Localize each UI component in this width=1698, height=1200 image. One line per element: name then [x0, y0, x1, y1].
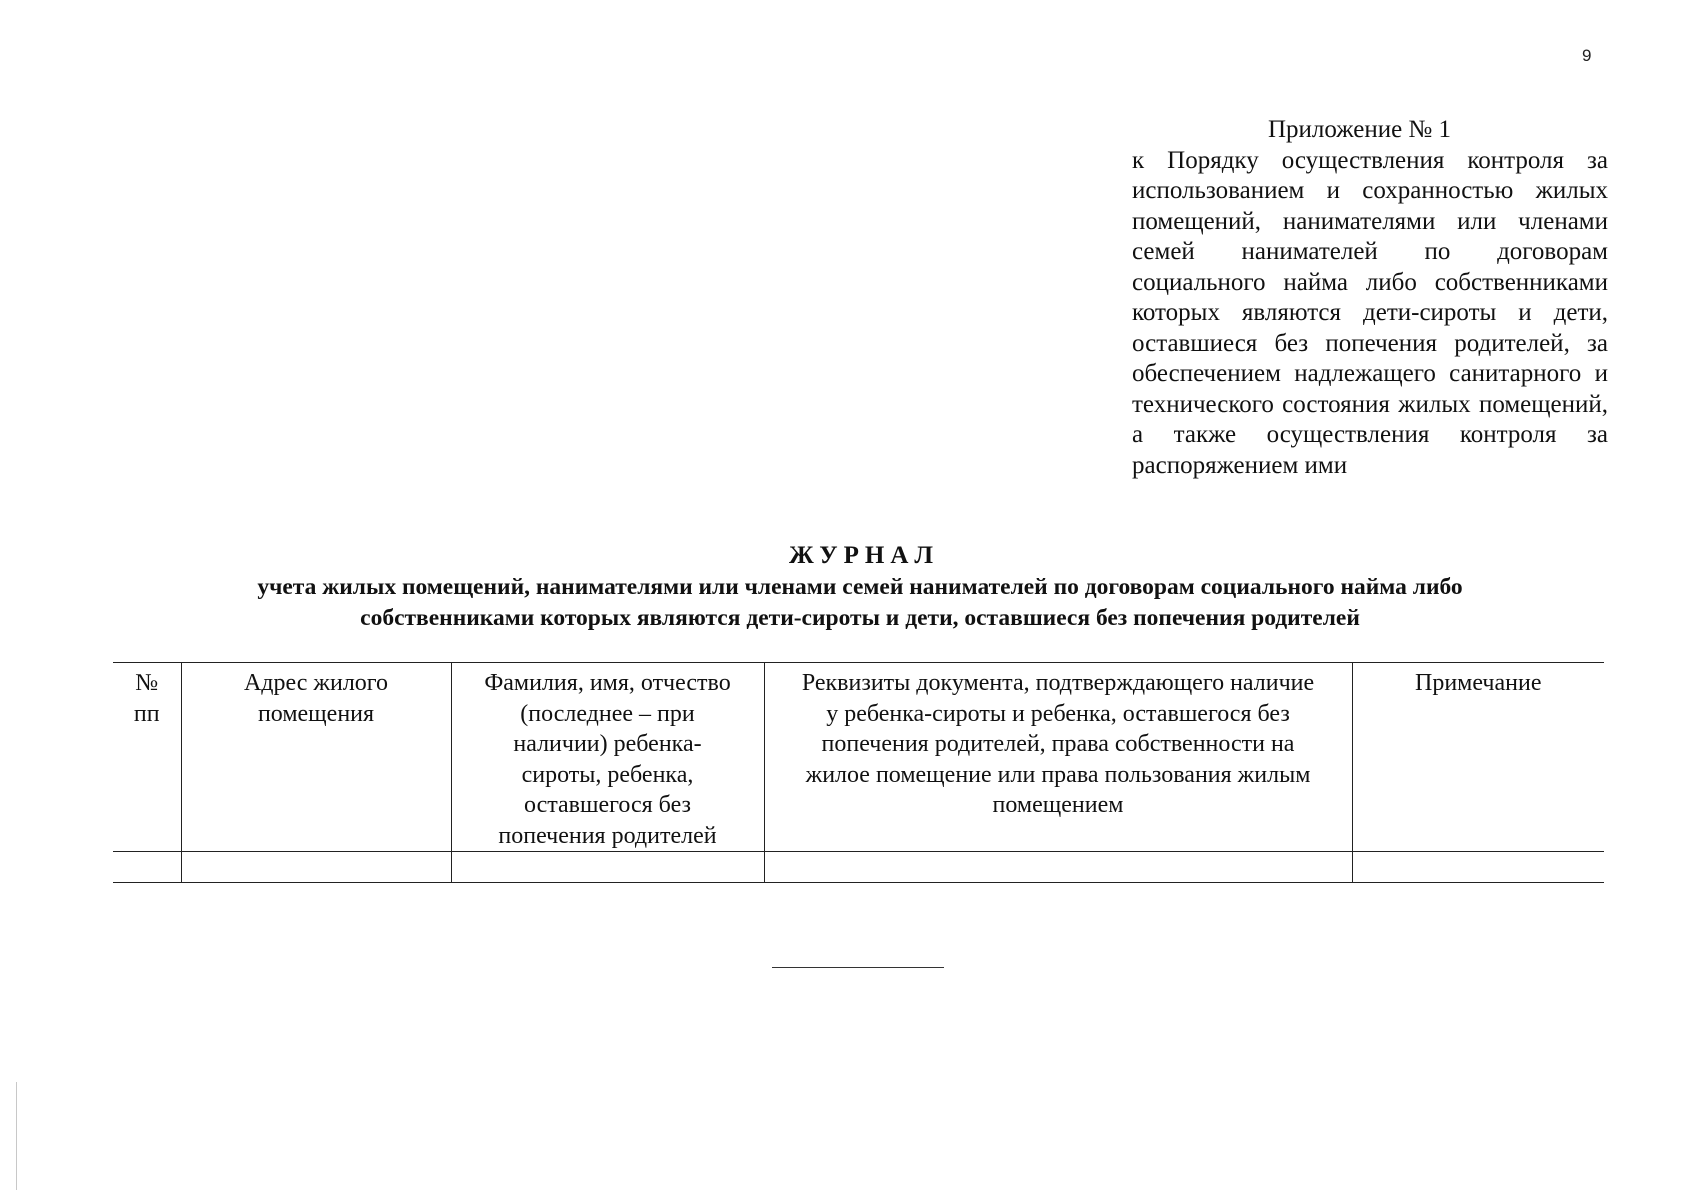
journal-subtitle: [150, 572, 1570, 634]
journal-header: [150, 540, 1570, 634]
column-header-line: попечения родителей, права собственности на: [821, 731, 1295, 757]
column-header-line: №: [135, 670, 159, 696]
table-cell: [1352, 852, 1604, 883]
end-divider-line: [772, 967, 944, 968]
table-header-row: [113, 663, 1604, 852]
appendix-title: Приложение № 1: [1268, 116, 1452, 143]
column-header-line: сироты, ребенка,: [521, 761, 694, 788]
appendix-block: [1132, 115, 1608, 481]
column-header-note: [1352, 663, 1604, 852]
page-number: 9: [1582, 46, 1592, 65]
column-header-line: попечения родителей: [498, 822, 717, 849]
column-header-line: Примечание: [1415, 670, 1542, 696]
column-header-line: наличии) ребенка-: [513, 731, 702, 757]
column-header-line: помещения: [257, 700, 375, 727]
column-header-line: оставшегося без: [523, 792, 691, 818]
table-cell: [181, 852, 451, 883]
column-header-line: помещением: [992, 792, 1124, 818]
journal-title: ЖУРНАЛ: [788, 542, 940, 569]
appendix-body: к Порядку осуществления контроля за использованием и сохранностью жилых помещений, нанимателями или членами семей нанимателей по договорам социального найма либо собственниками которых являются дети-сироты и дети, оставшиеся без попечения родителей, за обеспечением надлежащего санитарного и технического состояния жилых помещений, а также осуществления контроля за распоряжением ими: [1132, 146, 1608, 479]
column-header-line: Фамилия, имя, отчество: [484, 670, 731, 696]
column-header-address: [181, 663, 451, 852]
journal-subtitle-line: учета жилых помещений, нанимателями или членами семей нанимателей по договорам социального найма либо: [257, 574, 1463, 600]
column-header-child-name: [451, 663, 764, 852]
column-header-line: Реквизиты документа, подтверждающего наличие: [801, 670, 1315, 696]
column-header-line: у ребенка-сироты и ребенка, оставшегося без: [826, 700, 1290, 727]
table-body: [113, 852, 1604, 883]
column-header-line: Адрес жилого: [243, 670, 389, 696]
column-header-document-details: [764, 663, 1352, 852]
table-cell: [113, 852, 181, 883]
table-row: [113, 852, 1604, 883]
table-cell: [764, 852, 1352, 883]
column-header-number: [113, 663, 181, 852]
table-cell: [451, 852, 764, 883]
column-header-line: жилое помещение или права пользования жилым: [805, 761, 1311, 788]
journal-table: [113, 662, 1604, 883]
column-header-line: (последнее – при: [520, 700, 695, 727]
scan-margin-mark: [16, 1082, 17, 1190]
journal-subtitle-line: собственниками которых являются дети-сироты и дети, оставшиеся без попечения родителей: [360, 605, 1360, 631]
column-header-line: пп: [133, 700, 160, 727]
